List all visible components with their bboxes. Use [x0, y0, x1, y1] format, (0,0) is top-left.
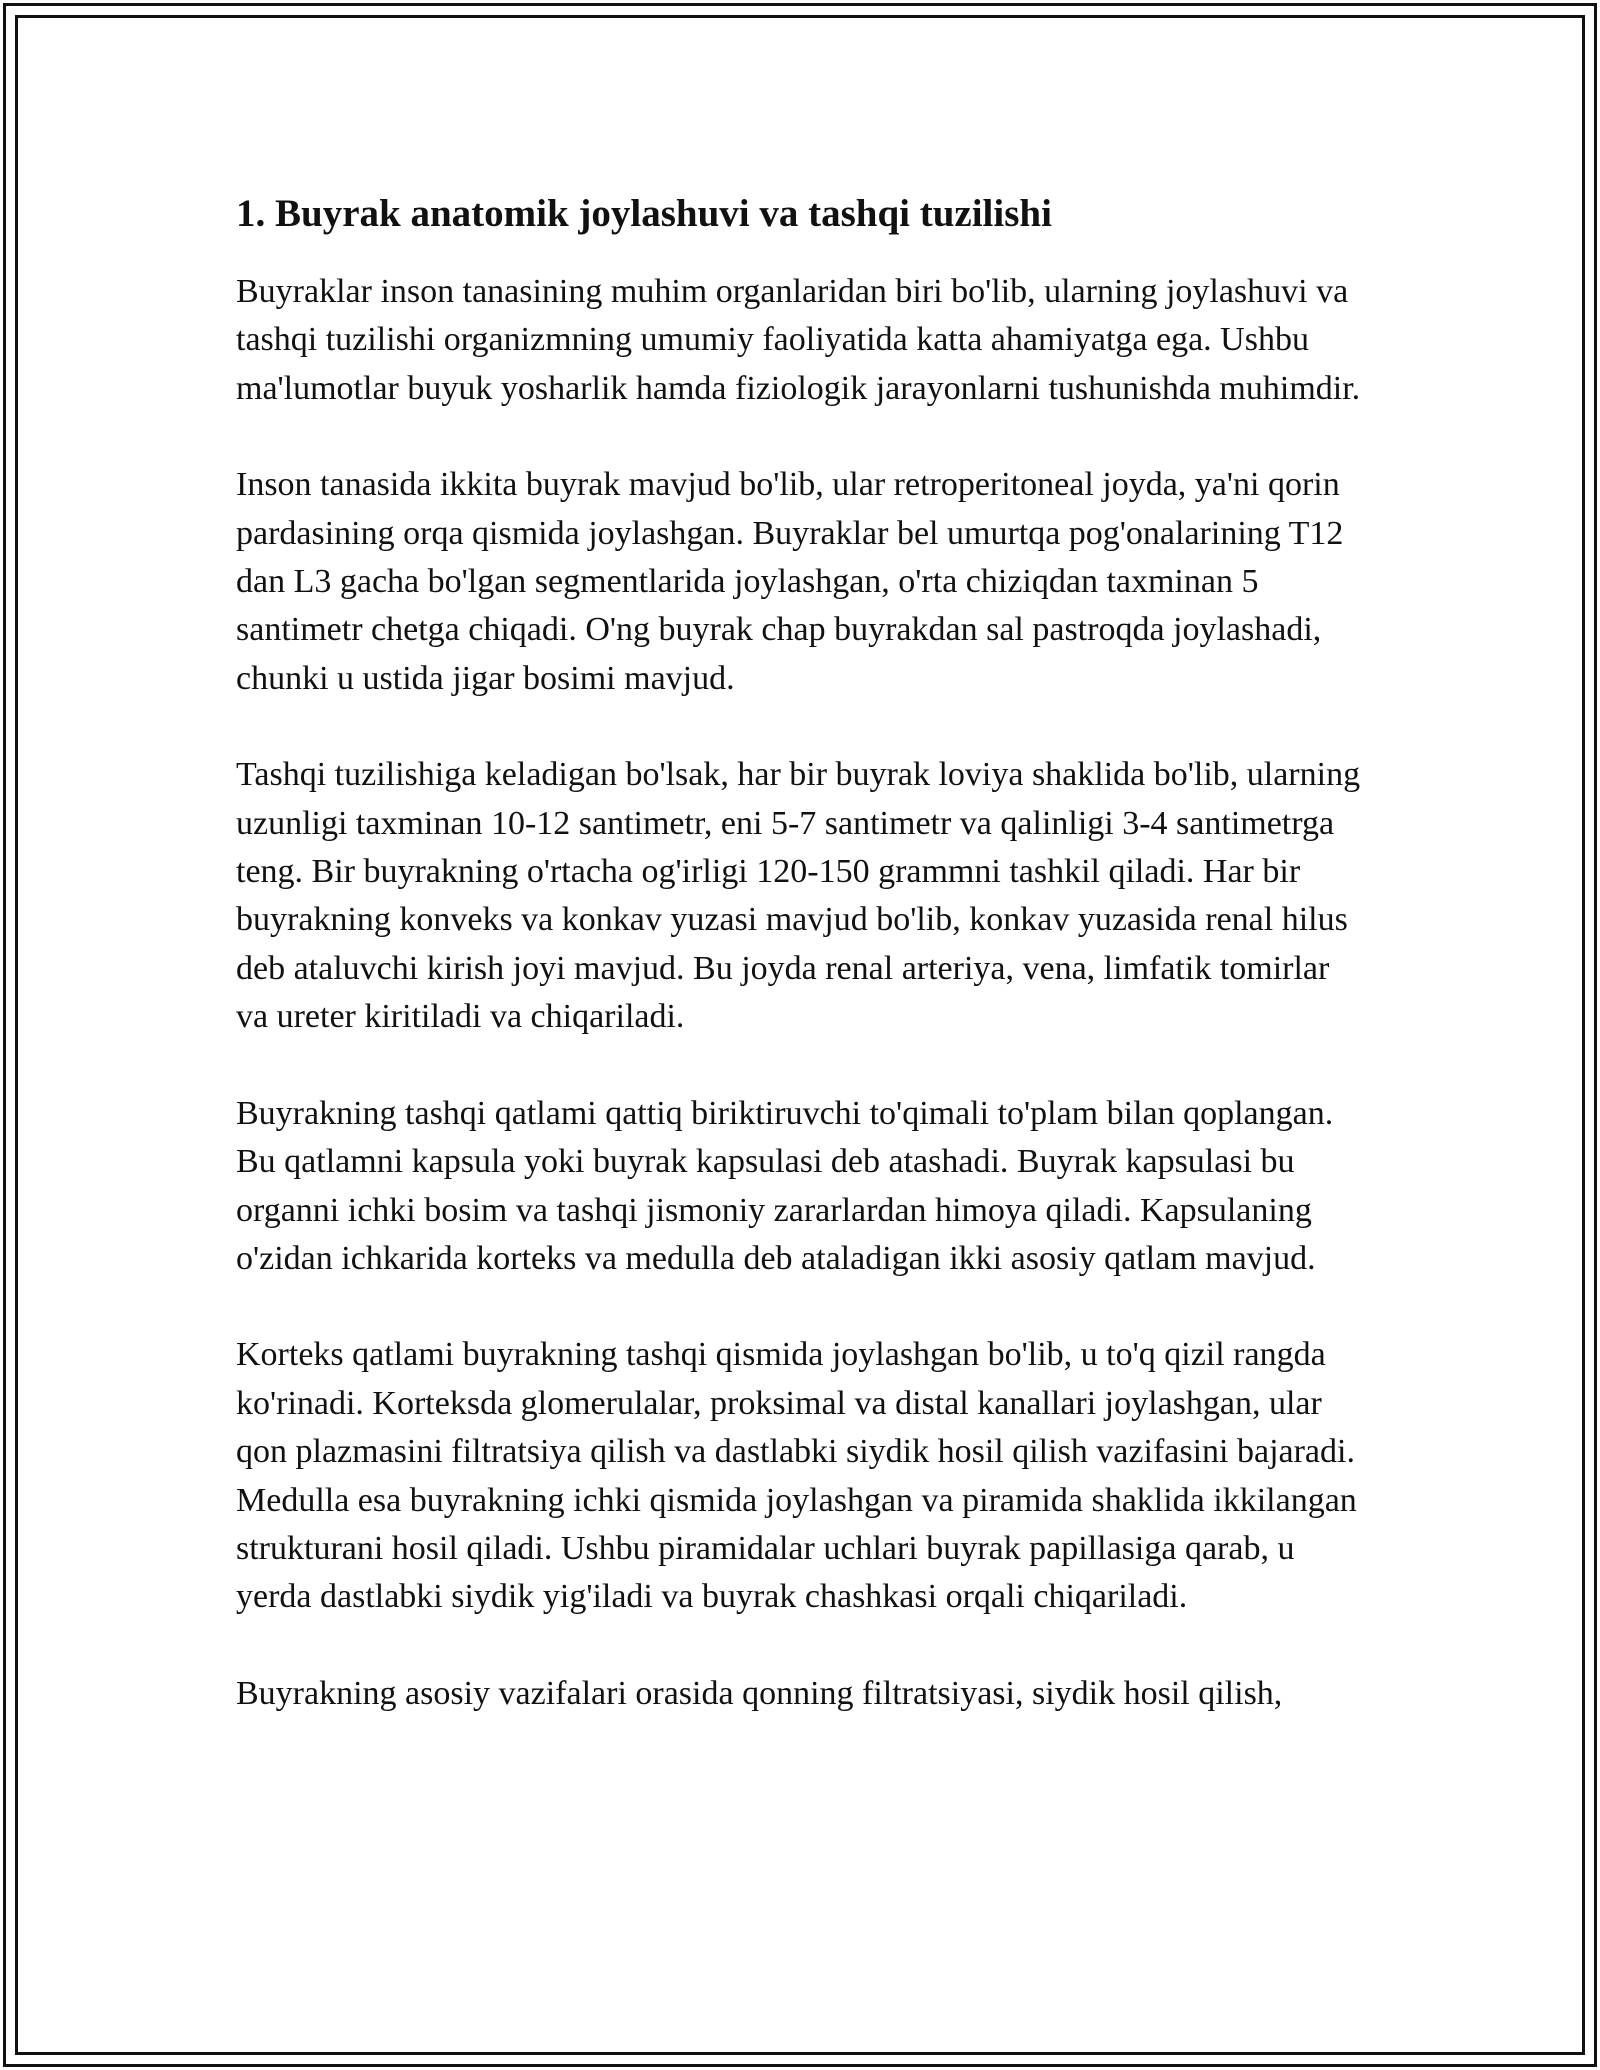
section-heading: 1. Buyrak anatomik joylashuvi va tashqi tuzilishi [236, 192, 1052, 235]
paragraph-1: Buyraklar inson tanasining muhim organlaridan biri bo'lib, ularning joylashuvi va tashqi tuzilishi organizmning umumiy faoliyatida katta ahamiyatga ega. Ushbu ma'lumotlar buyuk yosharlik hamda fiziologik jarayonlarni tushunishda muhimdir. [236, 273, 1361, 407]
paragraph-5: Korteks qatlami buyrakning tashqi qismida joylashgan bo'lib, u to'q qizil rangda ko'rinadi. Korteksda glomerulalar, proksimal va distal kanallari joylashgan, ular qon plazmasini filtratsiya qilish va dastlabki siydik hosil qilish vazifasini bajaradi. Medulla esa buyrakning ichki qismida joylashgan va piramida shaklida ikkilangan strukturani hosil qiladi. Ushbu piramidalar uchlari buyrak papillasiga qarab, u yerda dastlabki siydik yig'iladi va buyrak chashkasi orqali chiqariladi. [236, 1336, 1357, 1616]
paragraph-6: Buyrakning asosiy vazifalari orasida qonning filtratsiyasi, siydik hosil qilish, [236, 1674, 1283, 1712]
paragraph-4: Buyrakning tashqi qatlami qattiq biriktiruvchi to'qimali to'plam bilan qoplangan. Bu qatlamni kapsula yoki buyrak kapsulasi deb atashadi. Buyrak kapsulasi bu organni ichki bosim va tashqi jismoniy zararlardan himoya qiladi. Kapsulaning o'zidan ichkarida korteks va medulla deb ataladigan ikki asosiy qatlam mavjud. [236, 1094, 1334, 1277]
paragraph-3: Tashqi tuzilishiga keladigan bo'lsak, har bir buyrak loviya shaklida bo'lib, ularning uzunligi taxminan 10-12 santimetr, eni 5-7 santimetr va qalinligi 3-4 santimetrga teng. Bir buyrakning o'rtacha og'irligi 120-150 grammni tashkil qiladi. Har bir buyrakning konveks va konkav yuzasi mavjud bo'lib, konkav yuzasida renal hilus deb ataluvchi kirish joyi mavjud. Bu joyda renal arteriya, vena, limfatik tomirlar va ureter kiritiladi va chiqariladi. [236, 756, 1361, 1036]
paragraph-2: Inson tanasida ikkita buyrak mavjud bo'lib, ular retroperitoneal joyda, ya'ni qorin pardasining orqa qismida joylashgan. Buyraklar bel umurtqa pog'onalarining T12 dan L3 gacha bo'lgan segmentlarida joylashgan, o'rta chiziqdan taxminan 5 santimetr chetga chiqadi. O'ng buyrak chap buyrakdan sal pastroqda joylashadi, chunki u ustida jigar bosimi mavjud. [236, 466, 1344, 697]
document-body [236, 186, 1366, 1766]
